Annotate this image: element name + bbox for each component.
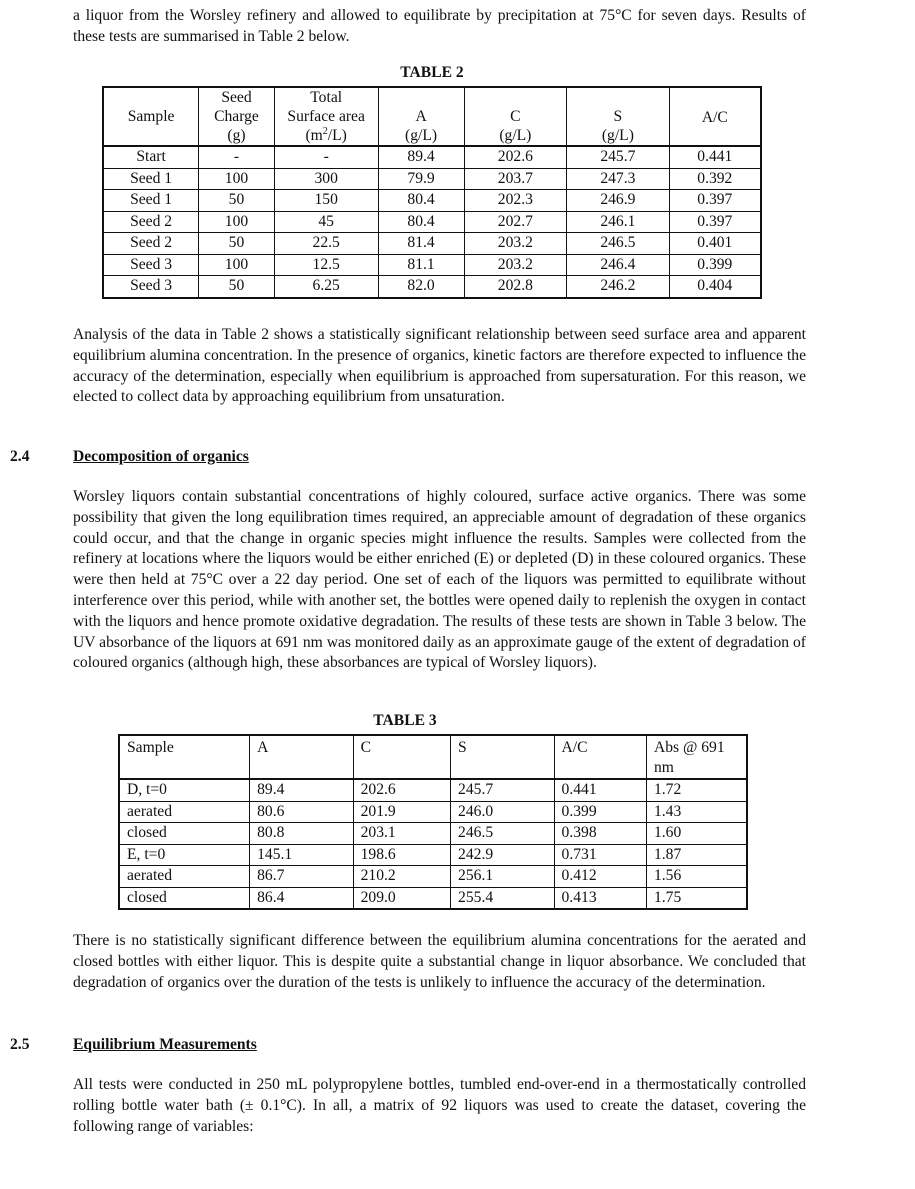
header-s: S (g/L) (567, 87, 670, 146)
table-2 (102, 86, 762, 299)
section-title: Decomposition of organics (73, 448, 249, 465)
table-row: Start - - 89.4 202.6 245.7 0.441 (103, 146, 761, 168)
table-row: Seed 1 100 300 79.9 203.7 247.3 0.392 (103, 168, 761, 190)
section-number: 2.5 (10, 1036, 30, 1053)
table-row: closed 86.4 209.0 255.4 0.413 1.75 (119, 887, 747, 909)
section-title: Equilibrium Measurements (73, 1036, 257, 1053)
intro-paragraph: a liquor from the Worsley refinery and allowed to equilibrate by precipitation at 75°C for seven days. Results of these tests are summarised in Table 2 below. (73, 7, 806, 45)
table-row: Seed 2 100 45 80.4 202.7 246.1 0.397 (103, 211, 761, 233)
table-row: Seed 2 50 22.5 81.4 203.2 246.5 0.401 (103, 233, 761, 255)
header-a: A (250, 735, 353, 779)
table-row: Seed 3 100 12.5 81.1 203.2 246.4 0.399 (103, 254, 761, 276)
table-2-title: TABLE 2 (400, 64, 464, 81)
conclusion-paragraph: There is no statistically significant difference between the equilibrium alumina concentrations for the aerated and closed bottles with either liquor. This is despite quite a substantial change in liquor absorbance. We concluded that degradation of organics over the duration of the tests is unlikely to influence the accuracy of the determination. (73, 932, 806, 991)
header-c: C (353, 735, 450, 779)
header-a-c: A/C (554, 735, 646, 779)
table-row: aerated 86.7 210.2 256.1 0.412 1.56 (119, 866, 747, 888)
table-3-title: TABLE 3 (373, 712, 437, 729)
header-seed-charge: Seed Charge (g) (199, 87, 275, 146)
header-s: S (451, 735, 554, 779)
table-row: D, t=0 89.4 202.6 245.7 0.441 1.72 (119, 779, 747, 801)
header-sample: Sample (119, 735, 250, 779)
section-number: 2.4 (10, 448, 30, 465)
table-3 (118, 734, 748, 910)
measurements-paragraph: All tests were conducted in 250 mL polypropylene bottles, tumbled end-over-end in a thermostatically controlled rolling bottle water bath (± 0.1°C). In all, a matrix of 92 liquors was used to create the dataset, covering the following range of variables: (73, 1076, 806, 1135)
header-surface-area: Total Surface area $(m^2/L)$ (274, 87, 378, 146)
table-2-header-row (103, 87, 761, 146)
header-a: A (g/L) (378, 87, 464, 146)
header-a-c: A/C (669, 87, 761, 146)
header-c: C (g/L) (464, 87, 567, 146)
table-row: Seed 1 50 150 80.4 202.3 246.9 0.397 (103, 190, 761, 212)
decomposition-paragraph: Worsley liquors contain substantial concentrations of highly coloured, surface active organics. There was some possibility that given the long equilibration times required, an appreciable amount of degradation of these organics could occur, and that the change in organic species might influence the results. Samples were collected from the refinery at locations where the liquors would be either enriched (E) or depleted (D) in these coloured organics. These were then held at 75°C over a 22 day period. One set of each of the liquors was permitted to equilibrate without interference over this period, while with another set, the bottles were opened daily to replenish the oxygen in contact with the liquors and hence promote oxidative degradation. The results of these tests are shown in Table 3 below. The UV absorbance of the liquors at 691 nm was monitored daily as an approximate gauge of the extent of degradation of coloured organics (although high, these absorbances are typical of Worsley liquors). (73, 488, 806, 672)
table-3-header-row (119, 735, 747, 779)
table-row: Seed 3 50 6.25 82.0 202.8 246.2 0.404 (103, 276, 761, 298)
table-row: E, t=0 145.1 198.6 242.9 0.731 1.87 (119, 844, 747, 866)
header-sample: Sample (103, 87, 199, 146)
table-row: aerated 80.6 201.9 246.0 0.399 1.43 (119, 801, 747, 823)
header-abs-691: Abs @ 691 nm (646, 735, 747, 779)
analysis-paragraph: Analysis of the data in Table 2 shows a statistically significant relationship between seed surface area and apparent equilibrium alumina concentration. In the presence of organics, kinetic factors are therefore expected to influence the accuracy of the determination, especially when equilibrium is approached from supersaturation. For this reason, we elected to collect data by approaching equilibrium from unsaturation. (73, 326, 806, 406)
table-row: closed 80.8 203.1 246.5 0.398 1.60 (119, 823, 747, 845)
